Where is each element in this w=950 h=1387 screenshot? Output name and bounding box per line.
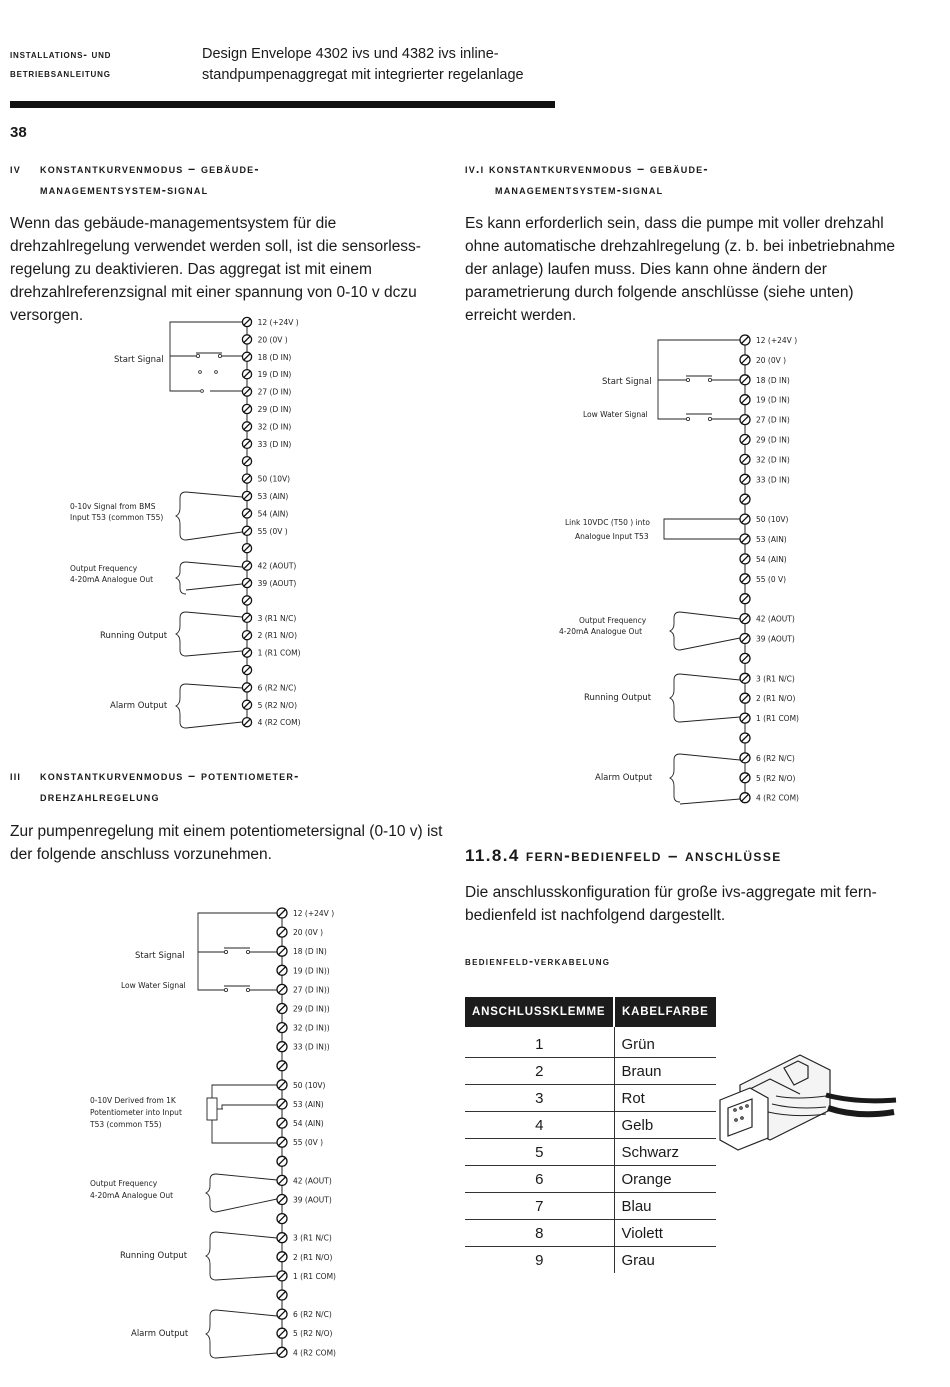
diagram1-wiring xyxy=(170,322,242,728)
terminal-label: 50 (10V) xyxy=(756,515,789,525)
terminal-number: 9 xyxy=(465,1247,614,1274)
diagram1-bms-label-line2: Input T53 (common T55) xyxy=(70,513,164,522)
terminal-label: 18 (D IN) xyxy=(257,352,292,362)
section-1184-body: Die anschlusskonfiguration für große ivs-aggregate mit fern-bedienfeld ist nachfolgend dargestellt. xyxy=(465,884,877,924)
terminal-label: 54 (AIN) xyxy=(756,554,787,564)
diagram1-contact xyxy=(199,371,202,374)
cable-color: Blau xyxy=(614,1193,716,1220)
terminal-label: 27 (D IN) xyxy=(756,415,790,425)
terminal-label: 53 (AIN) xyxy=(257,492,289,501)
diagram3-terminals xyxy=(277,908,336,1357)
terminal-label: 29 (D IN)) xyxy=(293,1004,330,1014)
terminal-number: 5 xyxy=(465,1139,614,1166)
terminal-label: 32 (D IN) xyxy=(257,422,292,432)
diagram1-contact xyxy=(201,390,204,393)
terminal-label: 32 (D IN)) xyxy=(293,1023,330,1033)
diagram3-running-output-label: Running Output xyxy=(120,1251,188,1261)
diagram3-wire-6 xyxy=(216,1310,277,1316)
terminal-label: 12 (+24V ) xyxy=(293,909,335,918)
connector-cable xyxy=(826,1095,896,1101)
diagram1-wire-6 xyxy=(186,684,242,688)
diagram3-alarm-brace xyxy=(206,1310,216,1358)
terminal-number: 3 xyxy=(465,1085,614,1112)
terminal-label: 27 (D IN) xyxy=(257,387,292,397)
diagram1-alarm-output-label: Alarm Output xyxy=(110,701,168,711)
db9-connector-illustration xyxy=(720,1055,896,1150)
terminal-label: 42 (AOUT) xyxy=(257,561,297,571)
terminal-label: 6 (R2 N/C) xyxy=(257,683,297,693)
diagram2-wire-1 xyxy=(680,717,740,722)
terminal-label: 39 (AOUT) xyxy=(257,579,297,588)
header-doc-type-line2: betriebsanleitung xyxy=(10,68,111,80)
diagram2-output-freq-line1: Output Frequency xyxy=(579,616,647,625)
diagram2-wire-42 xyxy=(680,612,740,619)
terminal-number: 6 xyxy=(465,1166,614,1193)
diagram3-start-signal-label: Start Signal xyxy=(135,951,185,961)
diagram3-output-freq-line1: Output Frequency xyxy=(90,1179,158,1188)
diagram2-contact xyxy=(708,378,711,381)
terminal-label: 29 (D IN) xyxy=(257,405,292,414)
diagram2-link-line2: Analogue Input T53 xyxy=(575,532,649,541)
terminal-label: 1 (R1 COM) xyxy=(257,648,301,658)
terminal-label: 55 (0V ) xyxy=(293,1138,324,1148)
section-iv-body: Wenn das gebäude-managementsystem für die drehzahlregelung verwendet werden soll, ist die sensorless-regelung zu deaktivieren. Das aggregat ist mit einem drehzahlreferenzsignal mit einer spannung von 0-10 v dczu versorgen. xyxy=(10,215,421,324)
diagram1-wire-55 xyxy=(186,532,242,540)
terminal-label: 19 (D IN) xyxy=(756,395,790,405)
terminal-label: 20 (0V ) xyxy=(293,928,324,938)
diagram2-run-brace xyxy=(670,674,680,722)
section-iii-body: Zur pumpenregelung mit einem potentiometersignal (0-10 v) ist der folgende anschluss vorzunehmen. xyxy=(10,823,443,863)
terminal-label: 53 (AIN) xyxy=(293,1100,324,1109)
diagram2-contact xyxy=(686,378,689,381)
section-1184-subtitle: bedienfeld-verkabelung xyxy=(465,956,611,968)
wiring-table-body xyxy=(465,1027,716,1273)
diagram3-contact xyxy=(224,950,227,953)
diagram3-wire-4 xyxy=(216,1353,277,1358)
terminal-number: 1 xyxy=(465,1027,614,1058)
diagram3-pot-label-line1: 0-10V Derived from 1K xyxy=(90,1096,176,1105)
cable-color: Braun xyxy=(614,1058,716,1085)
diagram2-alarm-output-label: Alarm Output xyxy=(595,773,653,783)
header-title-line1: Design Envelope 4302 ivs und 4382 ivs inline- xyxy=(202,46,499,62)
diagram1-wire-42 xyxy=(186,562,242,567)
diagram1-output-freq-line2: 4-20mA Analogue Out xyxy=(70,575,154,584)
terminal-label: 2 (R1 N/O) xyxy=(756,694,796,704)
diagram3-low-water-label: Low Water Signal xyxy=(121,981,186,990)
terminal-label: 27 (D IN)) xyxy=(293,985,330,995)
diagram3-pot-wiper-wire xyxy=(222,1105,277,1109)
header-title-line2: standpumpenaggregat mit integrierter regelanlage xyxy=(202,67,524,83)
terminal-label: 5 (R2 N/O) xyxy=(257,700,298,710)
diagram2-contact xyxy=(708,417,711,420)
terminal-label: 6 (R2 N/C) xyxy=(293,1310,332,1320)
terminal-label: 19 (D IN)) xyxy=(293,966,330,976)
diagram1-start-signal-label: Start Signal xyxy=(114,355,164,365)
terminal-number: 8 xyxy=(465,1220,614,1247)
diagram3-wiring xyxy=(198,913,277,1358)
diagram1-contact xyxy=(196,354,199,357)
diagram1-freq-brace xyxy=(176,562,186,594)
diagram2-link-wire xyxy=(664,519,740,539)
section-iv-title-line2: managementsystem-signal xyxy=(40,183,209,197)
terminal-label: 42 (AOUT) xyxy=(293,1176,332,1186)
diagram1-bms-brace xyxy=(176,492,186,540)
terminal-label: 18 (D IN) xyxy=(756,375,790,385)
diagram2-output-freq-line2: 4-20mA Analogue Out xyxy=(559,627,643,636)
table-row xyxy=(465,1027,716,1058)
terminal-label: 50 (10V) xyxy=(293,1080,326,1090)
terminal-label: 1 (R1 COM) xyxy=(756,714,799,724)
section-iv-i-number: iv.i xyxy=(465,162,485,176)
diagram2-running-output-label: Running Output xyxy=(584,693,652,703)
diagram2-alarm-brace xyxy=(670,754,680,802)
diagram1-wire-1 xyxy=(186,651,242,656)
terminal-label: 6 (R2 N/C) xyxy=(756,753,795,763)
cable-color: Schwarz xyxy=(614,1139,716,1166)
terminal-label: 1 (R1 COM) xyxy=(293,1271,336,1281)
diagram1-start-wire-a xyxy=(170,322,242,356)
table-row xyxy=(465,1247,716,1274)
diagram1-contact xyxy=(218,354,221,357)
terminal-label: 4 (R2 COM) xyxy=(257,718,301,728)
terminal-label: 33 (D IN)) xyxy=(293,1042,330,1052)
terminal-label: 55 (0 V) xyxy=(756,574,787,584)
wiring-table-header-terminal: ANSCHLUSSKLEMME xyxy=(465,997,614,1027)
diagram3-switch-contacts xyxy=(224,950,249,991)
diagram3-wire-3 xyxy=(216,1232,277,1238)
wiring-table xyxy=(465,997,716,1273)
terminal-number: 4 xyxy=(465,1112,614,1139)
diagram2-wire-12 xyxy=(658,340,740,380)
diagram1-switch-contacts xyxy=(196,354,221,392)
table-row xyxy=(465,1058,716,1085)
section-iv-title-line1: konstantkurvenmodus – gebäude- xyxy=(40,162,260,176)
diagram2-wire-3 xyxy=(680,674,740,680)
cable-color: Gelb xyxy=(614,1112,716,1139)
table-row xyxy=(465,1193,716,1220)
diagram3-wire-1 xyxy=(216,1276,277,1280)
terminal-label: 55 (0V ) xyxy=(257,526,288,536)
section-iii-title-line2: drehzahlregelung xyxy=(40,790,160,804)
diagram1-running-output-label: Running Output xyxy=(100,631,168,641)
terminal-label: 54 (AIN) xyxy=(293,1119,324,1129)
diagram1-run-brace xyxy=(176,612,186,656)
diagram3-contact xyxy=(246,988,249,991)
diagram1-output-freq-line1: Output Frequency xyxy=(70,564,138,573)
terminal-label: 29 (D IN) xyxy=(756,435,790,445)
diagram2-start-signal-label: Start Signal xyxy=(602,377,652,387)
diagram1-contact xyxy=(215,371,218,374)
diagram3-contact xyxy=(224,988,227,991)
diagram1-wire-3 xyxy=(186,612,242,617)
diagram3-wire-12 xyxy=(198,913,277,952)
diagram2-contact xyxy=(686,417,689,420)
terminal-label: 20 (0V ) xyxy=(756,355,787,365)
section-iv-number: iv xyxy=(10,162,21,176)
diagram2-wire-4 xyxy=(680,799,740,804)
wiring-table-header-color: KABELFARBE xyxy=(614,997,716,1027)
wiring-table-header-row xyxy=(465,997,716,1027)
terminal-label: 39 (AOUT) xyxy=(756,634,795,644)
diagram3-wire-42 xyxy=(216,1174,277,1180)
terminal-label: 4 (R2 COM) xyxy=(756,793,799,803)
terminal-label: 12 (+24V ) xyxy=(756,336,798,345)
diagram3-lowwater-wire xyxy=(198,952,224,990)
terminal-label: 2 (R1 N/O) xyxy=(293,1252,333,1262)
diagram1-terminals xyxy=(242,317,300,727)
section-iv-i-title-line2: managementsystem-signal xyxy=(495,183,664,197)
diagram2-freq-brace xyxy=(670,612,680,650)
section-iv-i-title-line1: konstantkurvenmodus – gebäude- xyxy=(488,162,709,176)
terminal-label: 2 (R1 N/O) xyxy=(257,631,298,641)
diagram2-low-water-label: Low Water Signal xyxy=(583,410,648,419)
terminal-label: 3 (R1 N/C) xyxy=(293,1233,332,1243)
terminal-label: 39 (AOUT) xyxy=(293,1195,332,1205)
diagram2-wiring xyxy=(658,340,740,804)
table-row xyxy=(465,1139,716,1166)
terminal-label: 12 (+24V ) xyxy=(257,318,299,327)
section-iii-title-line1: konstantkurvenmodus – potentiometer- xyxy=(40,769,300,783)
terminal-number: 7 xyxy=(465,1193,614,1220)
terminal-label: 33 (D IN) xyxy=(257,439,292,449)
cable-color: Orange xyxy=(614,1166,716,1193)
header-doc-type-line1: installations- und xyxy=(10,49,112,61)
table-row xyxy=(465,1112,716,1139)
diagram2-link-line1: Link 10VDC (T50 ) into xyxy=(565,518,650,527)
cable-color: Violett xyxy=(614,1220,716,1247)
terminal-label: 32 (D IN) xyxy=(756,455,790,465)
diagram3-wire-39 xyxy=(216,1199,277,1212)
diagram2-wire-6 xyxy=(680,754,740,760)
terminal-label: 42 (AOUT) xyxy=(756,614,795,624)
diagram1-wire-27 xyxy=(170,356,200,391)
diagram3-pot-bottom-wire xyxy=(212,1120,277,1143)
diagram3-freq-brace xyxy=(206,1174,216,1212)
diagram3-pot-label-line3: T53 (common T55) xyxy=(90,1120,162,1129)
terminal-label: 33 (D IN) xyxy=(756,475,790,485)
section-1184-title: 11.8.4 fern-bedienfeld – anschlüsse xyxy=(465,846,782,865)
diagram2-terminals xyxy=(740,335,799,803)
section-iv-i-body: Es kann erforderlich sein, dass die pumpe mit voller drehzahl ohne automatische drehzahlregelung (z. b. bei inbetriebnahme der anlage) laufen muss. Dies kann ohne ändern der parametrierung durch folgende anschlüsse (siehe unten) erreicht werden. xyxy=(465,215,895,324)
terminal-label: 18 (D IN) xyxy=(293,947,327,957)
terminal-label: 20 (0V ) xyxy=(257,335,288,345)
terminal-label: 53 (AIN) xyxy=(756,535,787,544)
diagram3-contact xyxy=(246,950,249,953)
terminal-label: 3 (R1 N/C) xyxy=(756,674,795,684)
diagram3-output-freq-line2: 4-20mA Analogue Out xyxy=(90,1191,174,1200)
table-row xyxy=(465,1085,716,1112)
diagram1-wire-53 xyxy=(186,492,242,497)
cable-color: Grün xyxy=(614,1027,716,1058)
terminal-label: 3 (R1 N/C) xyxy=(257,613,297,623)
terminal-label: 54 (AIN) xyxy=(257,509,289,519)
table-row xyxy=(465,1220,716,1247)
cable-color: Rot xyxy=(614,1085,716,1112)
page-number: 38 xyxy=(10,124,27,141)
diagram1-alarm-brace xyxy=(176,684,186,728)
diagram3-pot-top-wire xyxy=(212,1085,277,1098)
table-row xyxy=(465,1166,716,1193)
cable-color: Grau xyxy=(621,1251,655,1269)
diagram1-wire-4 xyxy=(186,722,242,728)
diagram3-pot-label-line2: Potentiometer into Input xyxy=(90,1108,182,1117)
diagram3-alarm-output-label: Alarm Output xyxy=(131,1329,189,1339)
diagram3-potentiometer xyxy=(207,1098,217,1120)
terminal-label: 5 (R2 N/O) xyxy=(756,773,796,783)
connector-cable xyxy=(828,1108,894,1114)
terminal-label: 19 (D IN) xyxy=(257,370,292,380)
connector-plug xyxy=(720,1088,768,1150)
diagram2-lowwater-wire xyxy=(658,380,686,419)
diagram1-wire-39 xyxy=(186,584,242,590)
terminal-label: 4 (R2 COM) xyxy=(293,1348,336,1358)
terminal-label: 5 (R2 N/O) xyxy=(293,1329,333,1339)
diagram2-wire-39 xyxy=(680,638,740,650)
terminal-label: 50 (10V) xyxy=(257,474,291,484)
section-iii-number: iii xyxy=(10,769,22,783)
diagram1-bms-label-line1: 0-10v Signal from BMS xyxy=(70,502,156,511)
terminal-number: 2 xyxy=(465,1058,614,1085)
diagram3-run-brace xyxy=(206,1232,216,1280)
